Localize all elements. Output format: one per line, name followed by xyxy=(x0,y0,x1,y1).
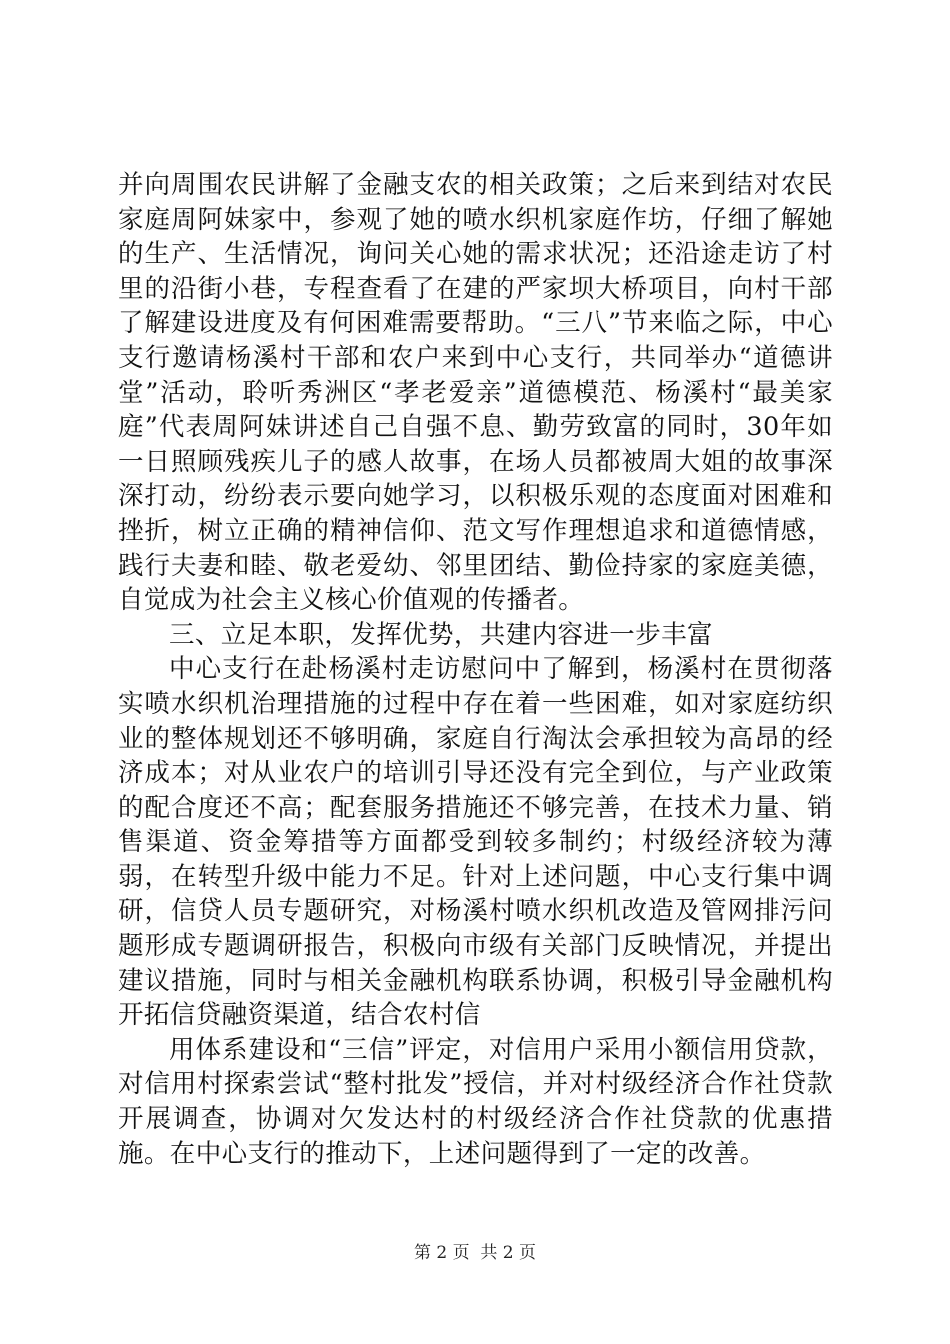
body-paragraph-1: 并向周围农民讲解了金融支农的相关政策；之后来到结对农民家庭周阿妹家中，参观了她的喷水织机家庭作坊，仔细了解她的生产、生活情况，询问关心她的需求状况；还沿途走访了村里的沿街小巷，专程查看了在建的严家坝大桥项目，向村干部了解建设进度及有何困难需要帮助。“三八”节来临之际，中心支行邀请杨溪村干部和农户来到中心支行，共同举办“道德讲堂”活动，聆听秀洲区“孝老爱亲”道德模范、杨溪村“最美家庭”代表周阿妹讲述自己自强不息、勤劳致富的同时，30年如一日照顾残疾儿子的感人故事，在场人员都被周大姐的故事深深打动，纷纷表示要向她学习，以积极乐观的态度面对困难和挫折，树立正确的精神信仰、范文写作理想追求和道德情感，践行夫妻和睦、敬老爱幼、邻里团结、勤俭持家的家庭美德，自觉成为社会主义核心价值观的传播者。 xyxy=(118,170,833,616)
page-footer: 第 2 页 共 2 页 xyxy=(413,1243,537,1263)
section-heading-3: 三、立足本职，发挥优势，共建内容进一步丰富 xyxy=(169,619,713,650)
document-body xyxy=(118,168,833,1171)
body-paragraph-2: 中心支行在赴杨溪村走访慰问中了解到，杨溪村在贯彻落实喷水织机治理措施的过程中存在着一些困难，如对家庭纺织业的整体规划还不够明确，家庭自行淘汰会承担较为高昂的经济成本；对从业农户的培训引导还没有完全到位，与产业政策的配合度还不高；配套服务措施还不够完善，在技术力量、销售渠道、资金筹措等方面都受到较多制约；村级经济较为薄弱，在转型升级中能力不足。针对上述问题，中心支行集中调研，信贷人员专题研究，对杨溪村喷水织机改造及管网排污问题形成专题调研报告，积极向市级有关部门反映情况，并提出建议措施，同时与相关金融机构联系协调，积极引导金融机构开拓信贷融资渠道，结合农村信 xyxy=(118,654,833,1031)
body-paragraph-3: 用体系建设和“三信”评定，对信用户采用小额信用贷款，对信用村探索尝试“整村批发”授信，并对村级经济合作社贷款开展调查，协调对欠发达村的村级经济合作社贷款的优惠措施。在中心支行的推动下，上述问题得到了一定的改善。 xyxy=(118,1034,833,1169)
